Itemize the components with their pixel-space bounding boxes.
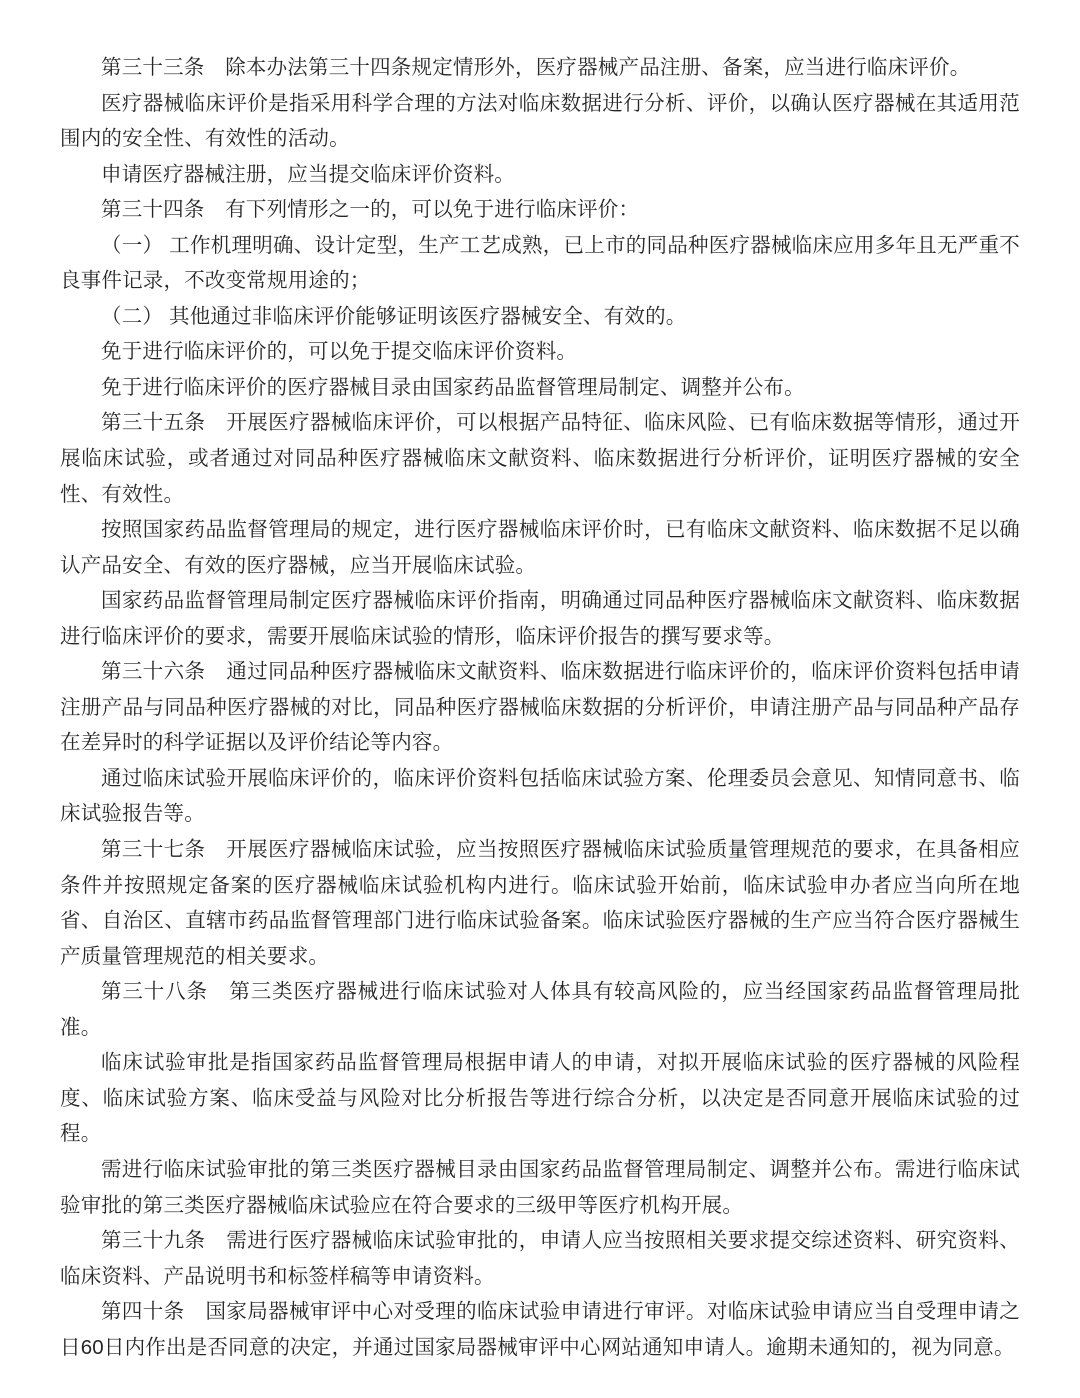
paragraph-article-33-submission: 申请医疗器械注册，应当提交临床评价资料。	[101, 162, 515, 186]
paragraph-article-36-trial-materials: 通过临床试验开展临床评价的，临床评价资料包括临床试验方案、伦理委员会意见、知情同意书、临床试验报告等。	[60, 766, 1020, 826]
paragraph-article-35: 第三十五条 开展医疗器械临床评价，可以根据产品特征、临床风险、已有临床数据等情形，通过开展临床试验，或者通过对同品种医疗器械临床文献资料、临床数据进行分析评价，证明医疗器械的安全性、有效性。	[60, 411, 1020, 506]
document-body	[60, 50, 1020, 1365]
paragraph-article-38-catalog: 需进行临床试验审批的第三类医疗器械目录由国家药品监督管理局制定、调整并公布。需进行临床试验审批的第三类医疗器械临床试验应在符合要求的三级甲等医疗机构开展。	[60, 1157, 1020, 1217]
paragraph-article-33-definition: 医疗器械临床评价是指采用科学合理的方法对临床数据进行分析、评价，以确认医疗器械在其适用范围内的安全性、有效性的活动。	[60, 91, 1020, 151]
paragraph-article-37: 第三十七条 开展医疗器械临床试验，应当按照医疗器械临床试验质量管理规范的要求，在具备相应条件并按照规定备案的医疗器械临床试验机构内进行。临床试验开始前，临床试验申办者应当向所在地省、自治区、直辖市药品监督管理部门进行临床试验备案。临床试验医疗器械的生产应当符合医疗器械生产质量管理规范的相关要求。	[60, 838, 1020, 968]
paragraph-article-34-item-1: （一） 工作机理明确、设计定型，生产工艺成熟，已上市的同品种医疗器械临床应用多年且无严重不良事件记录，不改变常规用途的；	[60, 233, 1020, 293]
paragraph-article-38-approval-definition: 临床试验审批是指国家药品监督管理局根据申请人的申请，对拟开展临床试验的医疗器械的风险程度、临床试验方案、临床受益与风险对比分析报告等进行综合分析，以决定是否同意开展临床试验的过程。	[60, 1051, 1020, 1146]
paragraph-article-34-catalog: 免于进行临床评价的医疗器械目录由国家药品监督管理局制定、调整并公布。	[101, 375, 805, 399]
paragraph-article-34-item-2: （二） 其他通过非临床评价能够证明该医疗器械安全、有效的。	[101, 304, 687, 328]
paragraph-article-34: 第三十四条 有下列情形之一的，可以免于进行临床评价：	[101, 198, 640, 222]
paragraph-article-36: 第三十六条 通过同品种医疗器械临床文献资料、临床数据进行临床评价的，临床评价资料包括申请注册产品与同品种医疗器械的对比，同品种医疗器械临床数据的分析评价，申请注册产品与同品种产品存在差异时的科学证据以及评价结论等内容。	[60, 660, 1020, 755]
paragraph-article-33: 第三十三条 除本办法第三十四条规定情形外，医疗器械产品注册、备案，应当进行临床评价。	[101, 56, 971, 79]
paragraph-article-38: 第三十八条 第三类医疗器械进行临床试验对人体具有较高风险的，应当经国家药品监督管理局批准。	[60, 980, 1020, 1039]
paragraph-article-35-requirement: 按照国家药品监督管理局的规定，进行医疗器械临床评价时，已有临床文献资料、临床数据不足以确认产品安全、有效的医疗器械，应当开展临床试验。	[60, 518, 1020, 577]
paragraph-article-40: 第四十条 国家局器械审评中心对受理的临床试验申请进行审评。对临床试验申请应当自受理申请之日60日内作出是否同意的决定，并通过国家局器械审评中心网站通知申请人。逾期未通知的，视为同意。	[60, 1300, 1020, 1359]
paragraph-article-39: 第三十九条 需进行医疗器械临床试验审批的，申请人应当按照相关要求提交综述资料、研究资料、临床资料、产品说明书和标签样稿等申请资料。	[60, 1229, 1020, 1288]
paragraph-article-35-guideline: 国家药品监督管理局制定医疗器械临床评价指南，明确通过同品种医疗器械临床文献资料、临床数据进行临床评价的要求，需要开展临床试验的情形，临床评价报告的撰写要求等。	[60, 589, 1020, 648]
paragraph-article-34-exemption: 免于进行临床评价的，可以免于提交临床评价资料。	[101, 340, 578, 364]
